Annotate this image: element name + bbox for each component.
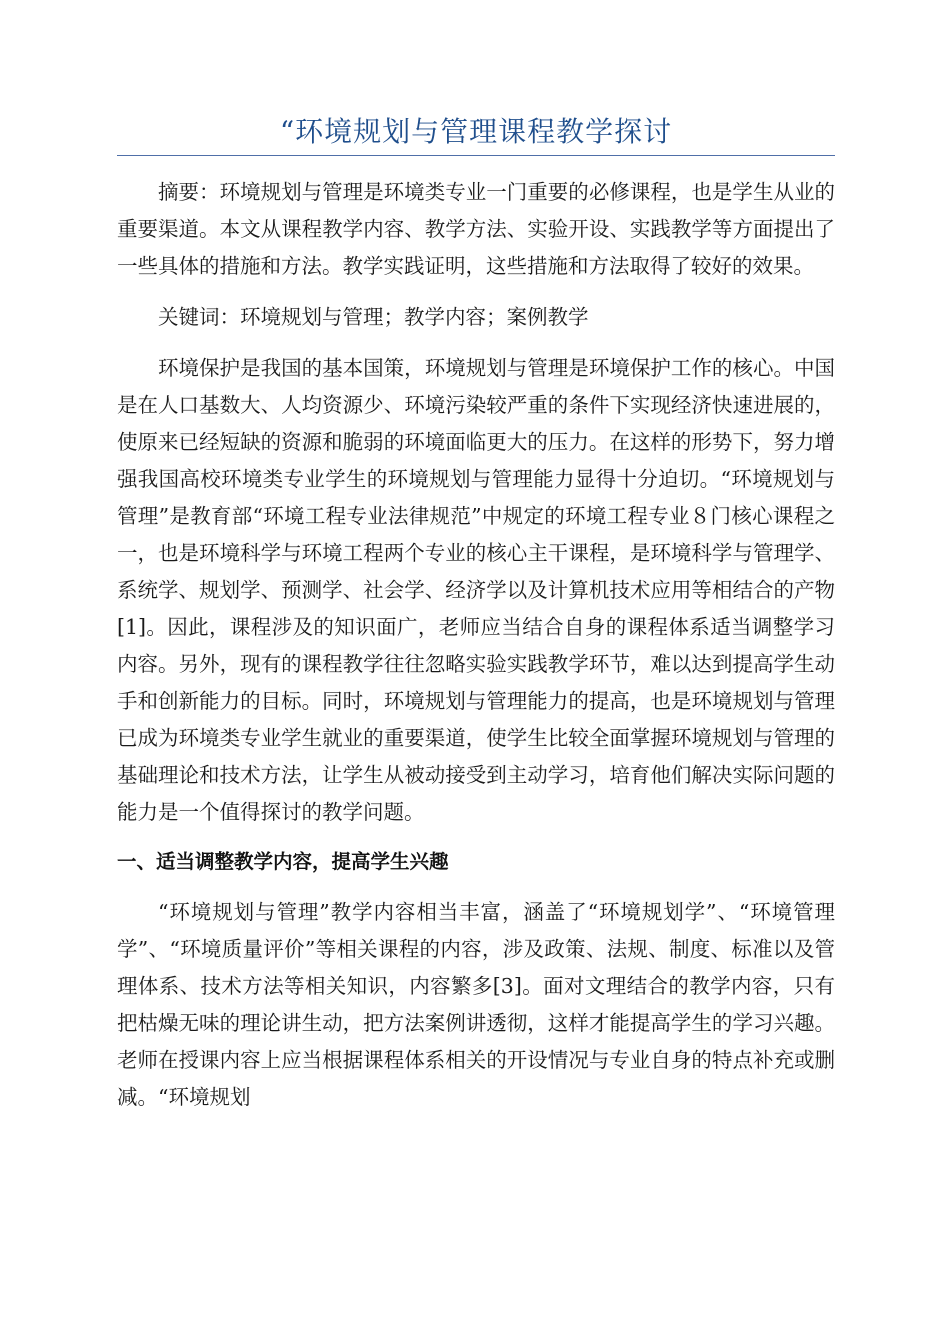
document-body: [117, 174, 835, 1116]
title-underline: [117, 155, 835, 156]
abstract-paragraph: 摘要：环境规划与管理是环境类专业一门重要的必修课程，也是学生从业的重要渠道。本文从课程教学内容、教学方法、实验开设、实践教学等方面提出了一些具体的措施和方法。教学实践证明，这些措施和方法取得了较好的效果。: [117, 180, 835, 278]
section-paragraph: “环境规划与管理”教学内容相当丰富，涵盖了“环境规划学”、“环境管理学”、“环境质量评价”等相关课程的内容，涉及政策、法规、制度、标准以及管理体系、技术方法等相关知识，内容繁多[3]。面对文理结合的教学内容，只有把枯燥无味的理论讲生动，把方法案例讲透彻，这样才能提高学生的学习兴趣。老师在授课内容上应当根据课程体系相关的开设情况与专业自身的特点补充或删减。“环境规划: [117, 900, 835, 1109]
keywords-paragraph: 关键词：环境规划与管理；教学内容；案例教学: [158, 305, 589, 329]
section-heading: 一、适当调整教学内容，提高学生兴趣: [117, 850, 449, 873]
document-title: “环境规划与管理课程教学探讨: [279, 115, 673, 148]
intro-paragraph: 环境保护是我国的基本国策，环境规划与管理是环境保护工作的核心。中国是在人口基数大、人均资源少、环境污染较严重的条件下实现经济快速进展的，使原来已经短缺的资源和脆弱的环境面临更大的压力。在这样的形势下，努力增强我国高校环境类专业学生的环境规划与管理能力显得十分迫切。“环境规划与管理”是教育部“环境工程专业法律规范”中规定的环境工程专业８门核心课程之一，也是环境科学与环境工程两个专业的核心主干课程，是环境科学与管理学、系统学、规划学、预测学、社会学、经济学以及计算机技术应用等相结合的产物[1]。因此，课程涉及的知识面广，老师应当结合自身的课程体系适当调整学习内容。另外，现有的课程教学往往忽略实验实践教学环节，难以达到提高学生动手和创新能力的目标。同时，环境规划与管理能力的提高，也是环境规划与管理已成为环境类专业学生就业的重要渠道，使学生比较全面掌握环境规划与管理的基础理论和技术方法，让学生从被动接受到主动学习，培育他们解决实际问题的能力是一个值得探讨的教学问题。: [117, 356, 835, 824]
